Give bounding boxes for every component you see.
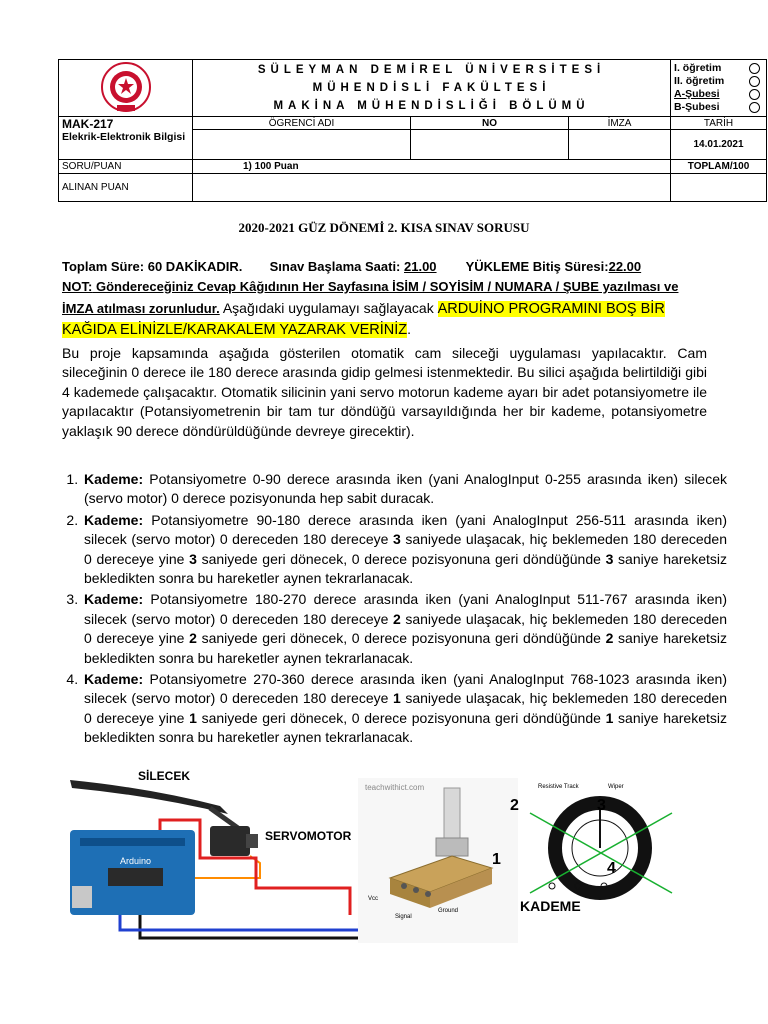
received-points-field[interactable]	[193, 174, 671, 202]
step-item: 1. Kademe: Potansiyometre 0-90 derece arasında iken (yani AnalogInput 0-255 arasında iken) silecek (servo motor) 0 derece pozisyonunda hep sabit duracak.	[82, 470, 727, 509]
stage-label-2: 2	[510, 797, 519, 814]
radio-circle-icon[interactable]	[749, 89, 760, 100]
option-2[interactable]: II. öğretim	[674, 75, 763, 88]
stage-title: KADEME	[520, 898, 581, 914]
exam-title: 2020-2021 GÜZ DÖNEMİ 2. KISA SINAV SORUSU	[238, 220, 530, 235]
note-line-1	[62, 279, 678, 294]
intro-paragraph: Bu proje kapsamında aşağıda gösterilen otomatik cam sileceği uygulaması yapılacaktır. Cam sileceğinin 0 derece ile 180 derece arasında gidip gelmesi istenmektedir. Bu silici aşağıda belirtildiği gibi 4 kademede çalışacaktır. Otomatik silicinin yani servo motorun kademe ayarı bir adet potansiyometre ile yapılacaktır (Potansiyometrenin bir tam tur döndüğü varsayıldığında her bir kademe, potansiyometre yaklaşık 90 derece döndürüldüğünde devreye girecektir).	[62, 345, 707, 439]
wiper-pin-label: Wiper	[608, 784, 624, 790]
wiper-circuit-figure	[60, 768, 710, 948]
stage-label-3: 3	[597, 797, 606, 814]
pot-pin-vcc: Vcc	[368, 896, 379, 902]
watermark: teachwithict.com	[365, 783, 425, 792]
number-header: NO	[411, 117, 569, 130]
stage-label-1: 1	[492, 851, 501, 868]
student-name-field[interactable]	[193, 130, 411, 160]
note-line-2	[62, 300, 665, 317]
option-1[interactable]: I. öğretim	[674, 62, 763, 75]
pot-shaft	[444, 788, 460, 843]
step-item: 3. Kademe: Potansiyometre 180-270 derece arasında iken (yani AnalogInput 511-767 arasında iken) silecek (servo motor) 0 dereceden 180 dereceye 2 saniyede ulaşacak, hiç beklemeden 180 dereceden 0 dereceye yine 2 saniyede geri dönecek, 0 derece pozisyonuna geri döndüğünde 2 saniye hareketsiz bekledikten sonra bu hareketler aynen tekrarlanacak.	[82, 590, 727, 668]
option-4[interactable]: B-Şubesi	[674, 101, 763, 114]
arduino-text: Arduino	[120, 856, 152, 866]
faculty-name: MÜHENDİSLİ FAKÜLTESİ	[312, 82, 551, 94]
option-3[interactable]: A-Şubesi	[674, 88, 763, 101]
note-highlight-2: KAĞIDA ELİNİZLE/KARAKALEM YAZARAK VERİNİZ	[62, 322, 408, 338]
received-points-label: ALINAN PUAN	[59, 174, 193, 202]
note-signature: İMZA atılması zorunludur.	[62, 301, 220, 316]
radio-circle-icon[interactable]	[749, 102, 760, 113]
course-name: Elekrik-Elektronik Bilgisi	[62, 131, 186, 143]
total-label: TOPLAM/100	[671, 160, 767, 174]
steps-list	[62, 470, 727, 750]
signature-header: İMZA	[569, 117, 671, 130]
step-item: 4. Kademe: Potansiyometre 270-360 derece arasında iken (yani AnalogInput 768-1023 arasında iken) silecek (servo motor) 0 dereceden 180 dereceye 1 saniyede ulaşacak, hiç beklemeden 180 dereceden 0 dereceye yine 1 saniyede geri dönecek, 0 derece pozisyonuna geri döndüğünde 1 saniye hareketsiz bekledikten sonra bu hareketler aynen tekrarlanacak.	[82, 670, 727, 748]
upload-time: 22.00	[608, 259, 642, 274]
duration: Toplam Süre: 60 DAKİKADIR.	[62, 259, 243, 274]
exam-info	[62, 259, 641, 274]
pot-pin-signal: Signal	[395, 914, 412, 920]
signature-field[interactable]	[569, 130, 671, 160]
radio-circle-icon[interactable]	[749, 63, 760, 74]
step-item: 2. Kademe: Potansiyometre 90-180 derece arasında iken (yani AnalogInput 256-511 arasında iken) silecek (servo motor) 0 dereceden 180 dereceye 3 saniyede ulaşacak, hiç beklemeden 180 dereceden 0 dereceye yine 3 saniyede geri dönecek, 0 derece pozisyonuna geri döndüğünde 3 saniye hareketsiz bekledikten sonra bu hareketler aynen tekrarlanacak.	[82, 511, 727, 589]
exam-header-table	[58, 59, 767, 202]
number-field[interactable]	[411, 130, 569, 160]
university-logo	[97, 61, 155, 113]
wiper-label: SİLECEK	[138, 769, 191, 783]
date-header: TARİH	[671, 117, 767, 130]
question-points: 1) 100 Puan	[193, 160, 671, 174]
logo-cell	[59, 60, 193, 117]
pot-pin-ground: Ground	[438, 908, 459, 914]
options-cell	[671, 60, 767, 117]
servo-label: SERVOMOTOR	[265, 829, 352, 843]
note-text-2: Aşağıdaki uygulamayı sağlayacak	[219, 300, 438, 316]
stage-label-4: 4	[607, 860, 616, 877]
course-cell	[59, 117, 193, 160]
note-label: NOT:	[62, 279, 93, 294]
note-text: Göndereceğiniz Cevap Kâğıdının Her Sayfasına İSİM / SOYİSİM / NUMARA / ŞUBE yazılması ve	[92, 279, 679, 294]
university-name: SÜLEYMAN DEMİREL ÜNİVERSİTESİ	[257, 64, 606, 76]
radio-circle-icon[interactable]	[749, 76, 760, 87]
question-points-label: SORU/PUAN	[59, 160, 193, 174]
servo-motor	[210, 826, 250, 856]
wiper-blade	[70, 780, 228, 814]
course-code: MAK-217	[62, 117, 114, 131]
total-points-field[interactable]	[671, 174, 767, 202]
note-highlight-1: ARDUİNO PROGRAMINI BOŞ BİR	[437, 301, 665, 317]
note-line-3: KAĞIDA ELİNİZLE/KARAKALEM YAZARAK VERİNİZ.	[62, 321, 412, 338]
department-name: MAKİNA MÜHENDİSLİĞİ BÖLÜMÜ	[273, 100, 590, 112]
upload-label: YÜKLEME Bitiş Süresi:	[465, 259, 609, 274]
exam-date: 14.01.2021	[671, 130, 767, 160]
track-label: Resistive Track	[538, 784, 579, 790]
start-label: Sınav Başlama Saati:	[269, 259, 404, 274]
start-time: 21.00	[404, 259, 437, 274]
university-cell	[193, 60, 671, 117]
student-name-header: ÖGRENCİ ADI	[193, 117, 411, 130]
